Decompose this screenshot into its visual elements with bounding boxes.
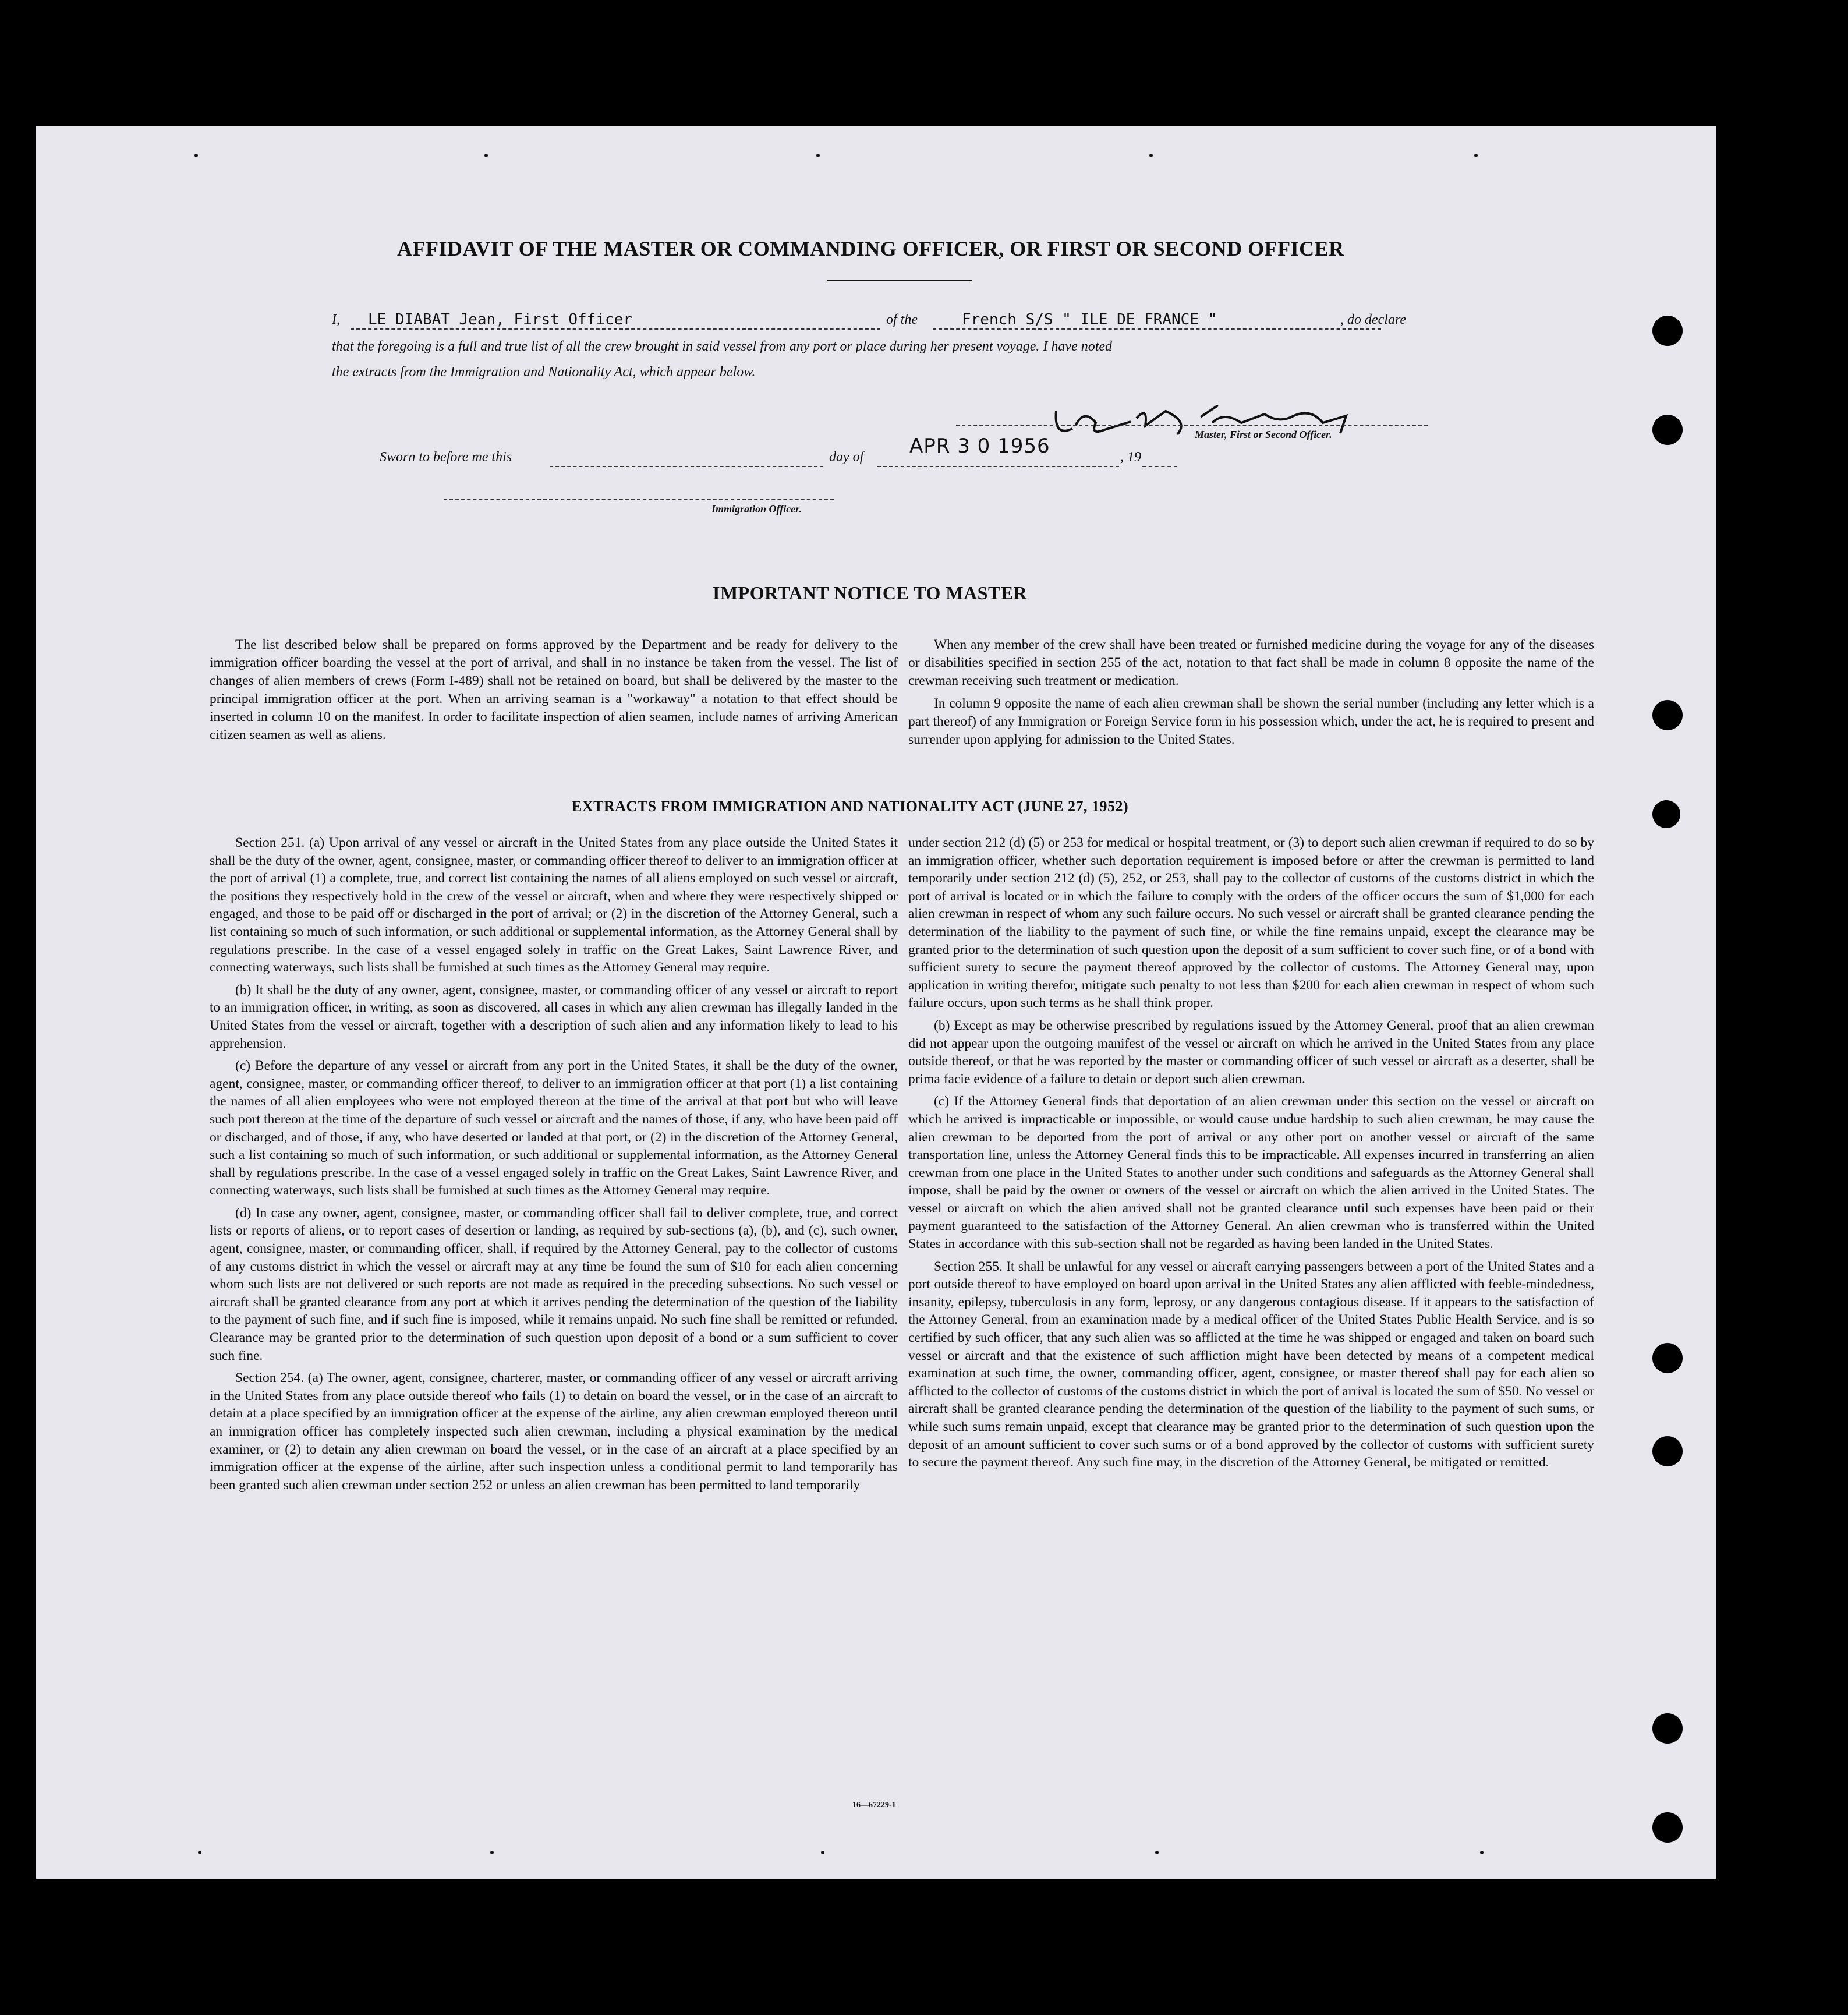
year-label: , 19 [1120,450,1141,465]
notice-left-column [210,636,898,749]
title-underline [827,280,972,281]
extracts-right-column [908,834,1594,1476]
notice-left-paragraph: The list described below shall be prepared on forms approved by the Department and be ready for delivery to the immigration officer boarding the vessel at the port of arrival, and shall in no instance be taken from the vessel. The list of changes of alien members of crews (Form I-489) shall not be retained on board, but shall be delivered by the master to the principal immigration officer at the port. When an arriving seaman is a "workaway" a notation to that effect should be inserted in column 10 on the manifest. In order to facilitate inspection of alien seamen, include names of arriving American citizen seamen as well as aliens. [210,637,898,743]
section-251c: (c) Before the departure of any vessel or aircraft from any port in the United States, it shall be the duty of the owner, agent, consignee, master, or commanding officer thereof, to deliver to an immigration officer at that port (1) a list containing the names of all alien employees who were not employed thereon at the time of the arrival at that port but who will leave such port thereon at the time of the departure of such vessel or aircraft and the names of those, if any, who have been paid off or discharged, and of those, if any, who have deserted or landed at that port, or (2) in the discretion of the Attorney General, such a list containing so much of such information, or such additional or supplemental information, as the Attorney General shall by regulations prescribe. In the case of a vessel engaged solely in traffic on the Great Lakes, Saint Lawrence River, and connecting waterways, such lists shall be furnished at such times as the Attorney General may require. [210,1058,898,1199]
binder-hole [1652,1343,1683,1373]
signature-line [956,425,1428,426]
speck [198,1851,201,1854]
binder-hole [1652,1812,1683,1843]
speck [194,154,198,157]
notice-right-paragraph-2: In column 9 opposite the name of each alien crewman shall be shown the serial number (including any letter which is a part thereof) of any Immigration or Foreign Service form in his possession which, under the act, he is required to present and surrender upon applying for admission to the United States. [908,696,1594,747]
immigration-officer-label: Immigration Officer. [711,503,802,515]
section-251d: (d) In case any owner, agent, consignee, master, or commanding officer shall fail to deliver complete, true, and correct lists or reports of aliens, or to report cases of desertion or landing, as required by sub-sections (a), (b), and (c), such owner, agent, consignee, master, or commanding officer, shall, if required by the Attorney General, pay to the collector of customs of any customs district in which the vessel or aircraft may at any time be found the sum of $10 for each alien concerning whom such lists are not delivered or such reports are not made as required in the preceding subsections. No such vessel or aircraft shall be granted clearance from any port at which it arrives pending the determination of the question of the liability to the payment of such fine, and if such fine is imposed, while it remains unpaid. No such fine shall be remitted or refunded. Clearance may be granted prior to the determination of such question upon deposit of a bond or a sum sufficient to cover such fine. [210,1205,898,1363]
declaration-text: that the foregoing is a full and true list of all the crew brought in said vessel from any port or place during her present voyage. I have noted [332,339,1113,354]
sworn-day-line [550,466,823,467]
speck [484,154,488,157]
notice-right-column [908,636,1594,754]
do-declare-label: , do declare [1340,312,1407,327]
of-the-label: of the [886,312,918,327]
declaration-text-2: the extracts from the Immigration and Nationality Act, which appear below. [332,365,756,380]
section-254a: Section 254. (a) The owner, agent, consignee, charterer, master, or commanding officer of any vessel or aircraft arriving in the United States from any place outside thereof who fails (1) to detain on board the vessel, or in the case of an aircraft to detain at a place specified by an immigration officer at the expense of the airline, any alien crewman employed thereon until an immigration officer has completely inspected such alien crewman, including a physical examination by the medical examiner, or (2) to detain any alien crewman on board the vessel, or in the case of an aircraft at a place specified by an immigration officer at the expense of the airline, after such inspection unless a conditional permit to land temporarily has been granted such alien crewman under section 252 or unless an alien crewman has been permitted to land temporarily [210,1370,898,1493]
extracts-left-column [210,834,898,1498]
day-of-label: day of [829,450,864,465]
binder-hole [1652,1436,1683,1466]
notice-title: IMPORTANT NOTICE TO MASTER [713,582,1028,603]
section-251a: Section 251. (a) Upon arrival of any vessel or aircraft in the United States from any place outside the United States it shall be the duty of the owner, agent, consignee, master, or commanding officer thereof to deliver to an immigration officer at the port of arrival (1) a complete, true, and correct list containing the names of all aliens employed on such vessel or aircraft, the positions they respectively hold in the crew of the vessel or aircraft, when and where they were respectively shipped or engaged, and those to be paid off or discharged in the port of arrival; or (2) in the discretion of the Attorney General, such a list containing so much of such information, or such additional or supplemental information, as the Attorney General shall by regulations prescribe. In the case of a vessel engaged solely in traffic on the Great Lakes, Saint Lawrence River, and connecting waterways, such lists shall be furnished at such times as the Attorney General may require. [210,835,898,975]
binder-hole [1652,1713,1683,1744]
form-number: 16—67229-1 [852,1801,896,1809]
sworn-label: Sworn to before me this [380,450,512,465]
section-254a-continued: under section 212 (d) (5) or 253 for medical or hospital treatment, or (3) to deport such alien crewman if required to do so by an immigration officer, whether such deportation requirement is imposed before or after the crewman is permitted to land temporarily under section 212 (d) (5), 252, or 253, shall pay to the collector of customs of the customs district in which the port of arrival is located or in which the failure to comply with the orders of the officer occurs the sum of $1,000 for each alien crewman in respect of whom any such failure occurs. No such vessel or aircraft shall be granted clearance pending the determination of the liability to the payment of such fine, or while the fine remains unpaid, except the clearance may be granted prior to the determination of such question upon the deposit of a sum sufficient to cover such fine, or of a bond with sufficient surety to secure the payment thereof approved by the collector of customs. The Attorney General may, upon application in writing therefor, mitigate such penalty to not less than $200 for each alien crewman in respect of whom such failure occurs, upon such terms as he shall think proper. [908,835,1594,1011]
sworn-month-line [877,466,1119,467]
section-254c: (c) If the Attorney General finds that deportation of an alien crewman under this section on the vessel or aircraft on which he arrived is impracticable or impossible, or would cause undue hardship to such alien crewman, he may cause the alien crewman to be deported from the port of arrival or any other port on another vessel or aircraft of the same transportation line, unless the Attorney General finds this to be impracticable. All expenses incurred in transferring an alien crewman from one place in the United States to another under such conditions and safeguards as the Attorney General shall impose, shall be paid by the owner or owners of the vessel or aircraft on which the alien arrived in the United States. The vessel or aircraft on which the alien arrived shall not be granted clearance until such expenses have been paid or their payment guaranteed to the satisfaction of the Attorney General. An alien crewman who is transferred within the United States in accordance with this sub-section shall not be regarded as having been landed in the United States. [908,1094,1594,1252]
binder-hole [1652,316,1683,346]
extracts-title: EXTRACTS FROM IMMIGRATION AND NATIONALITY ACT (JUNE 27, 1952) [572,798,1129,815]
date-stamp: APR 3 0 1956 [909,434,1050,458]
speck [490,1851,494,1854]
binder-hole [1652,700,1683,730]
signature-caption: Master, First or Second Officer. [1195,429,1332,440]
affidavit-title: AFFIDAVIT OF THE MASTER OR COMMANDING OFFICER, OR FIRST OR SECOND OFFICER [397,237,1344,260]
speck [1474,154,1478,157]
speck [1149,154,1153,157]
binder-hole [1652,800,1680,828]
vessel-field: French S/S " ILE DE FRANCE " [962,311,1217,328]
speck [1155,1851,1159,1854]
affidavit-i-label: I, [332,312,340,327]
notice-right-paragraph-1: When any member of the crew shall have been treated or furnished medicine during the voyage for any of the diseases or disabilities specified in section 255 of the act, notation to that fact shall be made in column 8 opposite the name of the crewman receiving such treatment or medication. [908,637,1594,688]
name-field-line [351,328,880,330]
document-page [36,126,1716,1879]
speck [816,154,820,157]
speck [1480,1851,1484,1854]
immigration-officer-line [444,499,834,500]
section-251b: (b) It shall be the duty of any owner, agent, consignee, master, or commanding officer of any vessel or aircraft to report to an immigration officer, in writing, as soon as discovered, all cases in which any alien crewman has illegally landed in the United States from the vessel or aircraft, together with a description of such alien and any information likely to lead to his apprehension. [210,982,898,1051]
year-line [1142,466,1177,467]
section-255: Section 255. It shall be unlawful for any vessel or aircraft carrying passengers between a port of the United States and a port outside thereof to have employed on board upon arrival in the United States any alien afflicted with feeble-mindedness, insanity, epilepsy, tuberculosis in any form, leprosy, or any dangerous contagious disease. If it appears to the satisfaction of the Attorney General, from an examination made by a medical officer of the United States Public Health Service, and is so certified by such officer, that any such alien was so afflicted at the time he was shipped or engaged and taken on board such vessel or aircraft and that the existence of such affliction might have been detected by means of a competent medical examination at such time, the owner, commanding officer, agent, consignee, or master thereof shall pay for each alien so afflicted to the collector of customs of the customs district in which the port of arrival is located the sum of $50. No vessel or aircraft shall be granted clearance pending the determination of the question of the liability to the payment of such sums, or while such sums remain unpaid, except that clearance may be granted prior to the determination of such question upon the deposit of an amount sufficient to cover such sums or of a bond approved by the collector of customs with sufficient surety to secure the payment thereof. Any such fine may, in the discretion of the Attorney General, be mitigated or remitted. [908,1259,1594,1470]
vessel-field-line [933,328,1381,330]
binder-hole [1652,415,1683,445]
speck [821,1851,824,1854]
officer-name-field: LE DIABAT Jean, First Officer [368,311,632,328]
section-254b: (b) Except as may be otherwise prescribed by regulations issued by the Attorney General, proof that an alien crewman did not appear upon the outgoing manifest of the vessel or aircraft on which he arrived in the United States from any place outside thereof, or that he was reported by the master or commanding officer of such vessel or aircraft as a deserter, shall be prima facie evidence of a failure to detain or deport such alien crewman. [908,1017,1594,1087]
